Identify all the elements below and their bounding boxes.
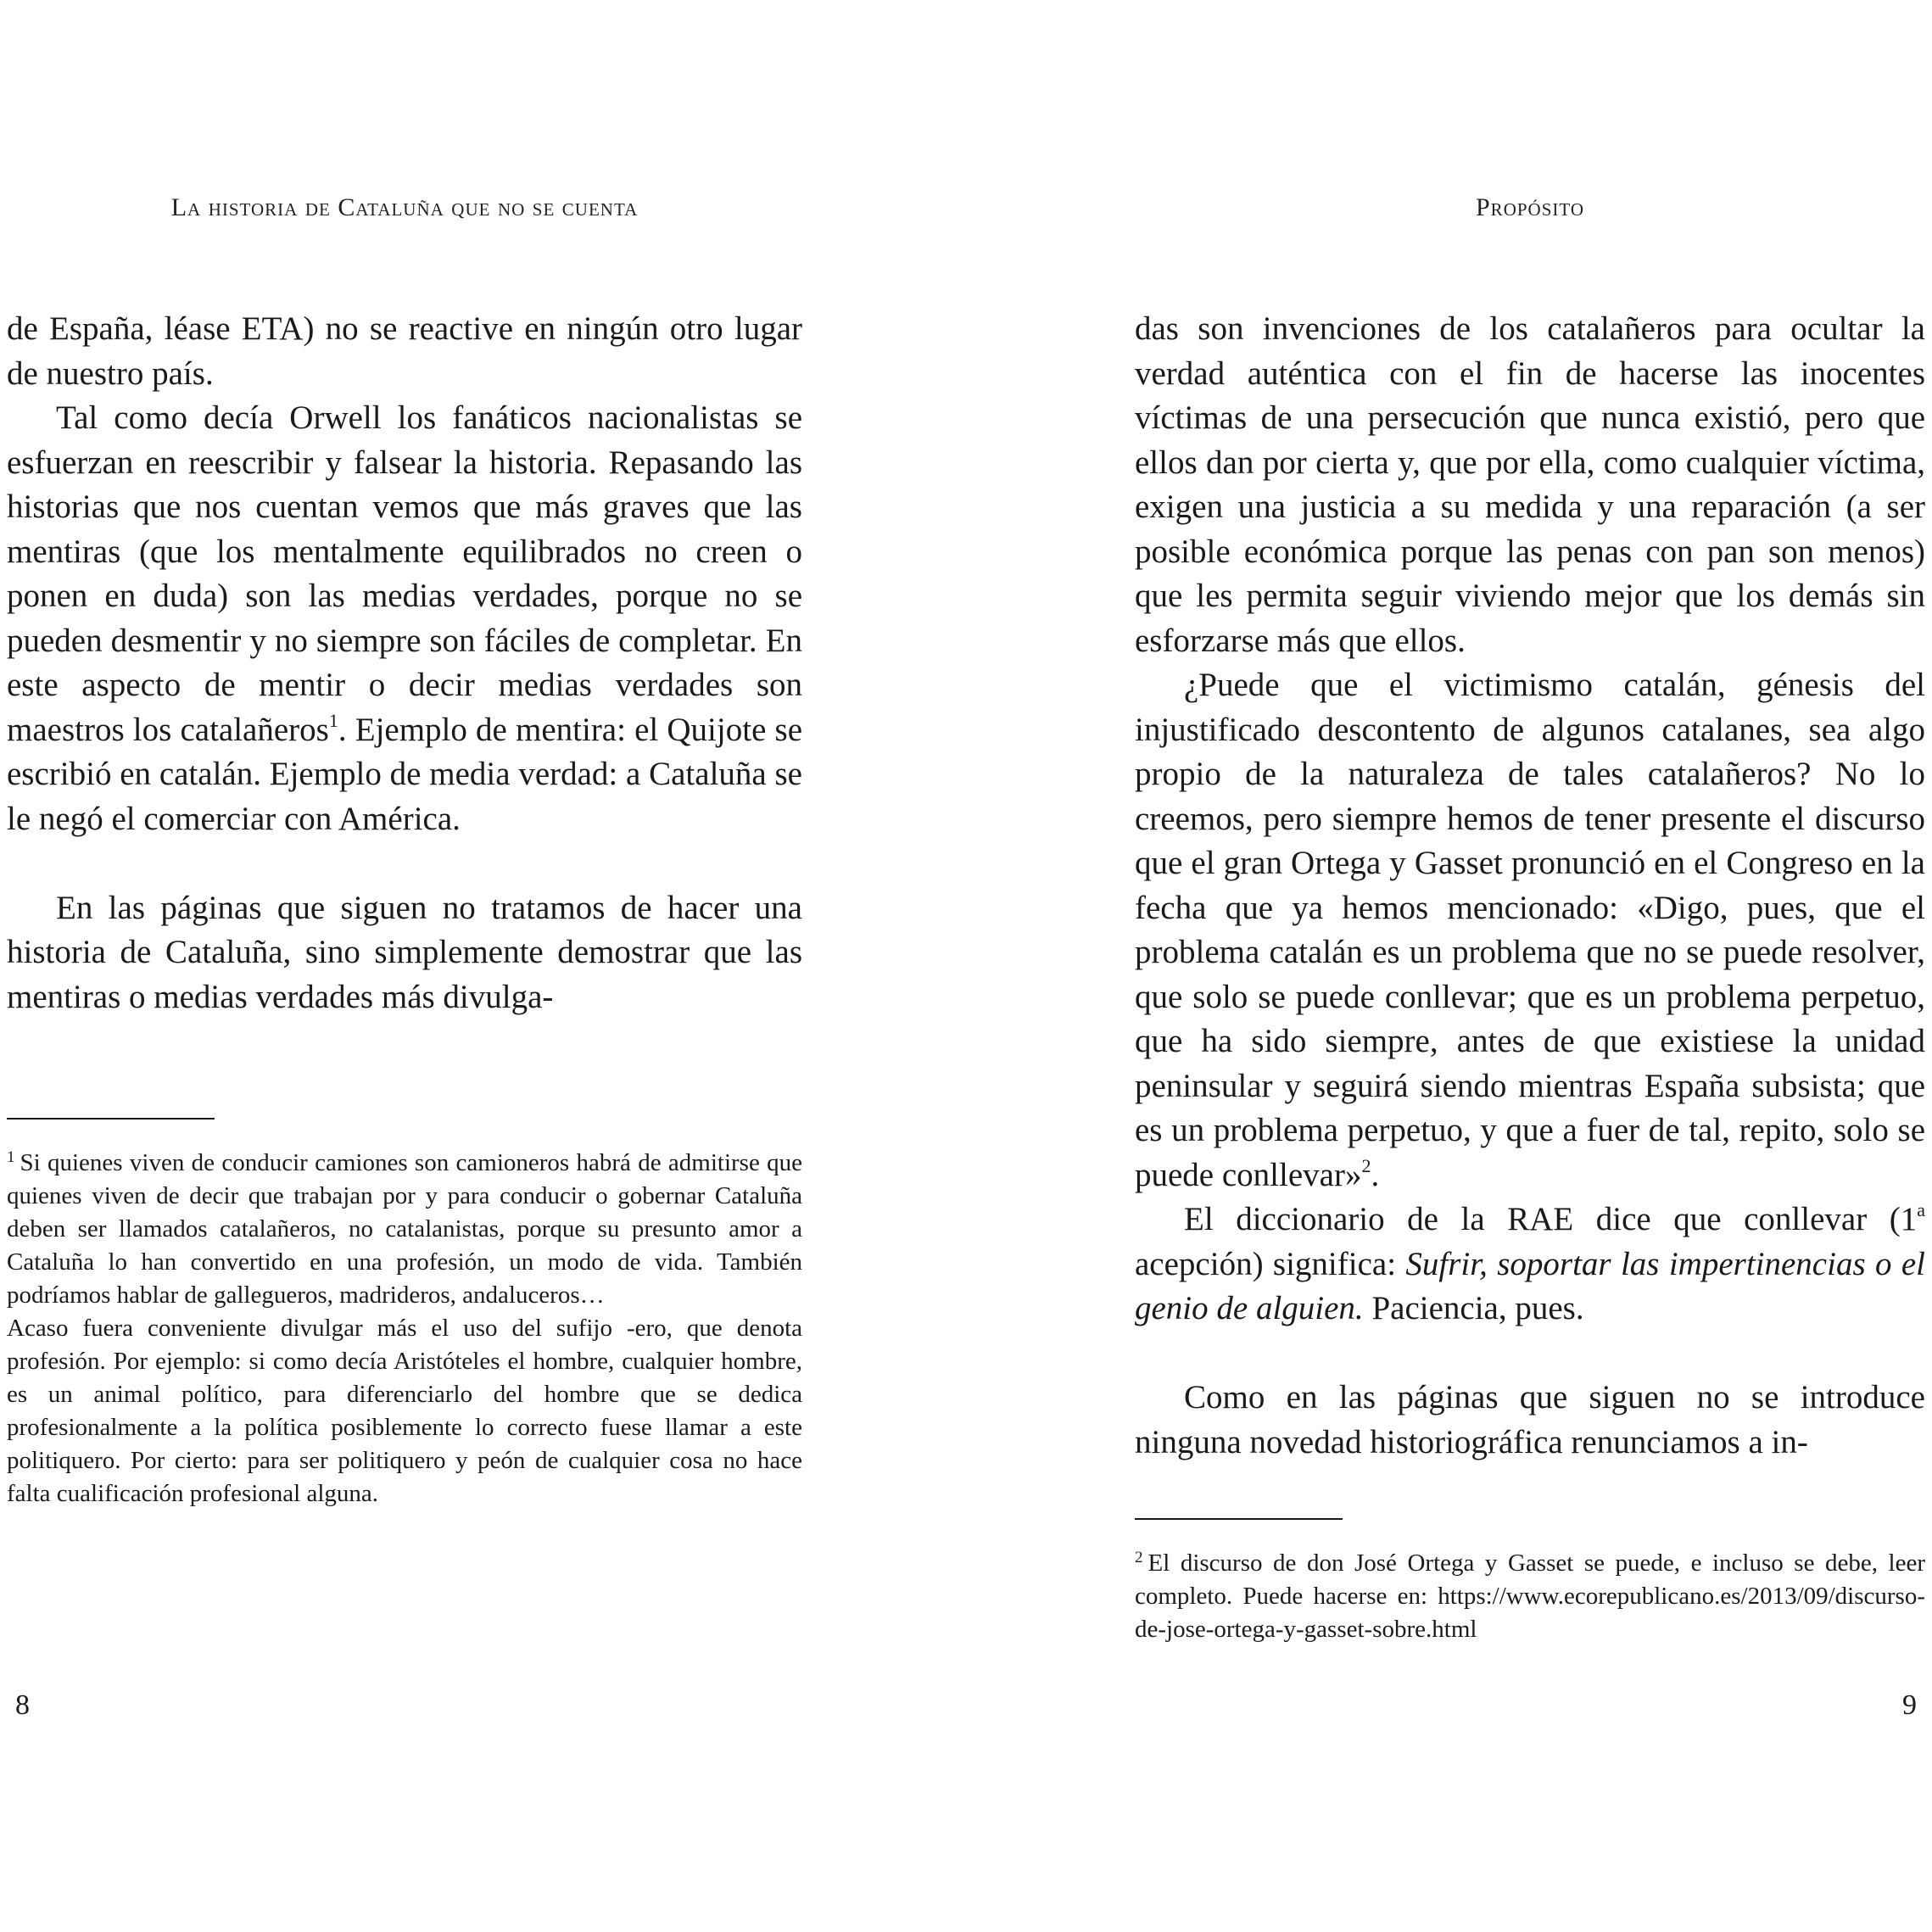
right-page (1135, 0, 1925, 1932)
paragraph-text: de España, léase ETA) no se reactive en ningún otro lugar de nuestro país. (7, 310, 802, 392)
paragraph-text: En las páginas que siguen no tratamos de hacer una historia de Cataluña, sino simplemente demostrar que las mentiras o medias verdades más divulga- (7, 889, 802, 1015)
paragraph-text: das son invenciones de los catalañeros para ocultar la verdad auténtica con el fin de hacerse las inocentes víctimas de una persecución que nunca existió, pero que ellos dan por cierta y, que por ella, como cualquier víctima, exigen una justicia a su medida y una reparación (a ser posible económica porque las penas con pan son menos) que les permita seguir viviendo mejor que los demás sin esforzarse más que ellos. (1135, 310, 1925, 659)
italic-definition: Sufrir, soportar las impertinencias o el genio de alguien. (1135, 1245, 1925, 1326)
paragraph: Tal como decía Orwell los fanáticos nacionalistas se esfuerzan en reescribir y falsear la historia. Repasando las historias que nos cuentan vemos que más graves que las mentiras (que los mentalmente equilibrados no creen o ponen en duda) son las medias verdades, porque no se pueden desmentir y no siempre son fáciles de completar. En este aspecto de mentir o decir medias verdades son maestros los catalañeros$^1$. Ejemplo de mentira: el Quijote se escribió en catalán. Ejemplo de media verdad: a Cataluña se le negó el comerciar con América. (7, 399, 803, 837)
paragraph (7, 886, 802, 1020)
body-text (7, 307, 802, 1019)
footnote-number: 2 (1135, 1549, 1143, 1566)
page-number: 8 (15, 1689, 30, 1721)
footnote-reference: 2 (1361, 1154, 1371, 1176)
footnotes (7, 1147, 802, 1510)
paragraph-text: Paciencia, pues. (1371, 1290, 1584, 1326)
running-head: Propósito (1476, 193, 1584, 221)
paragraph (1135, 307, 1925, 663)
left-page (7, 0, 802, 1932)
paragraph-text: acepción) significa: (1135, 1245, 1397, 1282)
footnote-reference: 1 (328, 709, 338, 731)
paragraph-text: Como en las páginas que siguen no se introduce ninguna novedad historiográfica renunciamos a in- (1135, 1379, 1925, 1460)
paragraph (1135, 1198, 1925, 1332)
footnote-number: 1 (7, 1148, 15, 1166)
page-number: 9 (1902, 1689, 1917, 1721)
paragraph-text: Tal como decía Orwell los fanáticos nacionalistas se esfuerzan en reescribir y falsear la historia. Repasando las historias que nos cuentan vemos que más graves que las mentiras (que los mentalmente equilibrados no creen o ponen en duda) son las medias verdades, porque no se pueden desmentir y no siempre son fáciles de completar. En este aspecto de mentir o decir medias verdades son maestros los catalañeros (7, 399, 802, 748)
paragraph (7, 307, 802, 396)
footnotes (1135, 1547, 1925, 1646)
running-head: La historia de Cataluña que no se cuenta (170, 193, 639, 221)
body-text (1135, 307, 1925, 1465)
footnote (7, 1147, 802, 1312)
ordinal-indicator: a (1917, 1199, 1925, 1220)
footnote-continuation: Acaso fuera conveniente divulgar más el uso del sufijo -ero, que denota profesión. Por ejemplo: si como decía Aristóteles el hombre, cualquier hombre, es un animal político, para diferenciarlo del hombre que se dedica profesionalmente a la política posiblemente lo correcto fuese llamar a este politiquero. Por cierto: para ser politiquero y peón de cualquier cosa no hace falta cualificación profesional alguna. (7, 1315, 802, 1507)
paragraph: ¿Puede que el victimismo catalán, génesis del injustificado descontento de algunos catalanes, sea algo propio de la naturaleza de tales catalañeros? No lo creemos, pero siempre hemos de tener presente el discurso que el gran Ortega y Gasset pronunció en el Congreso en la fecha que ya hemos mencionado: «Digo, pues, que el problema catalán es un problema que no se puede resolver, que solo se puede conllevar; que es un problema perpetuo, que ha sido siempre, antes de que existiese la unidad peninsular y seguirá siendo mientras España subsista; que es un problema perpetuo, y que a fuer de tal, repito, solo se puede conllevar»$^2$. (1135, 667, 1925, 1193)
paragraph-text: El diccionario de la RAE dice que conllevar (1 (1184, 1201, 1918, 1237)
footnote-text: Si quienes viven de conducir camiones son camioneros habrá de admitirse que quienes viven de decir que trabajan por y para conducir o gobernar Cataluña deben ser llamados catalañeros, no catalanistas, porque su presunto amor a Cataluña lo han convertido en una profesión, un modo de vida. También podríamos hablar de gallegueros, madrideros, andaluceros… (7, 1149, 802, 1309)
paragraph-text: Ejemplo de mentira: el Quijote se escribió en catalán. Ejemplo de media verdad: a Cataluña se le negó el comerciar con América. (7, 711, 803, 837)
footnote-text: El discurso de don José Ortega y Gasset se puede, e incluso se debe, leer completo. Puede hacerse en: https://www.ecorepublicano.es/2013/09/discurso-de-jose-ortega-y-gasset-sobre.html (1135, 1550, 1925, 1643)
paragraph-text: ¿Puede que el victimismo catalán, génesis del injustificado descontento de algunos catalanes, sea algo propio de la naturaleza de tales catalañeros? No lo creemos, pero siempre hemos de tener presente el discurso que el gran Ortega y Gasset pronunció en el Congreso en la fecha que ya hemos mencionado: «Digo, pues, que el problema catalán es un problema que no se puede resolver, que solo se puede conllevar; que es un problema perpetuo, que ha sido siempre, antes de que existiese la unidad peninsular y seguirá siendo mientras España subsista; que es un problema perpetuo, y que a fuer de tal, repito, solo se puede conllevar» (1135, 667, 1925, 1193)
paragraph (1135, 1376, 1925, 1465)
footnote (1135, 1547, 1925, 1646)
footnote-rule (1135, 1518, 1343, 1520)
footnote-rule (7, 1118, 215, 1120)
